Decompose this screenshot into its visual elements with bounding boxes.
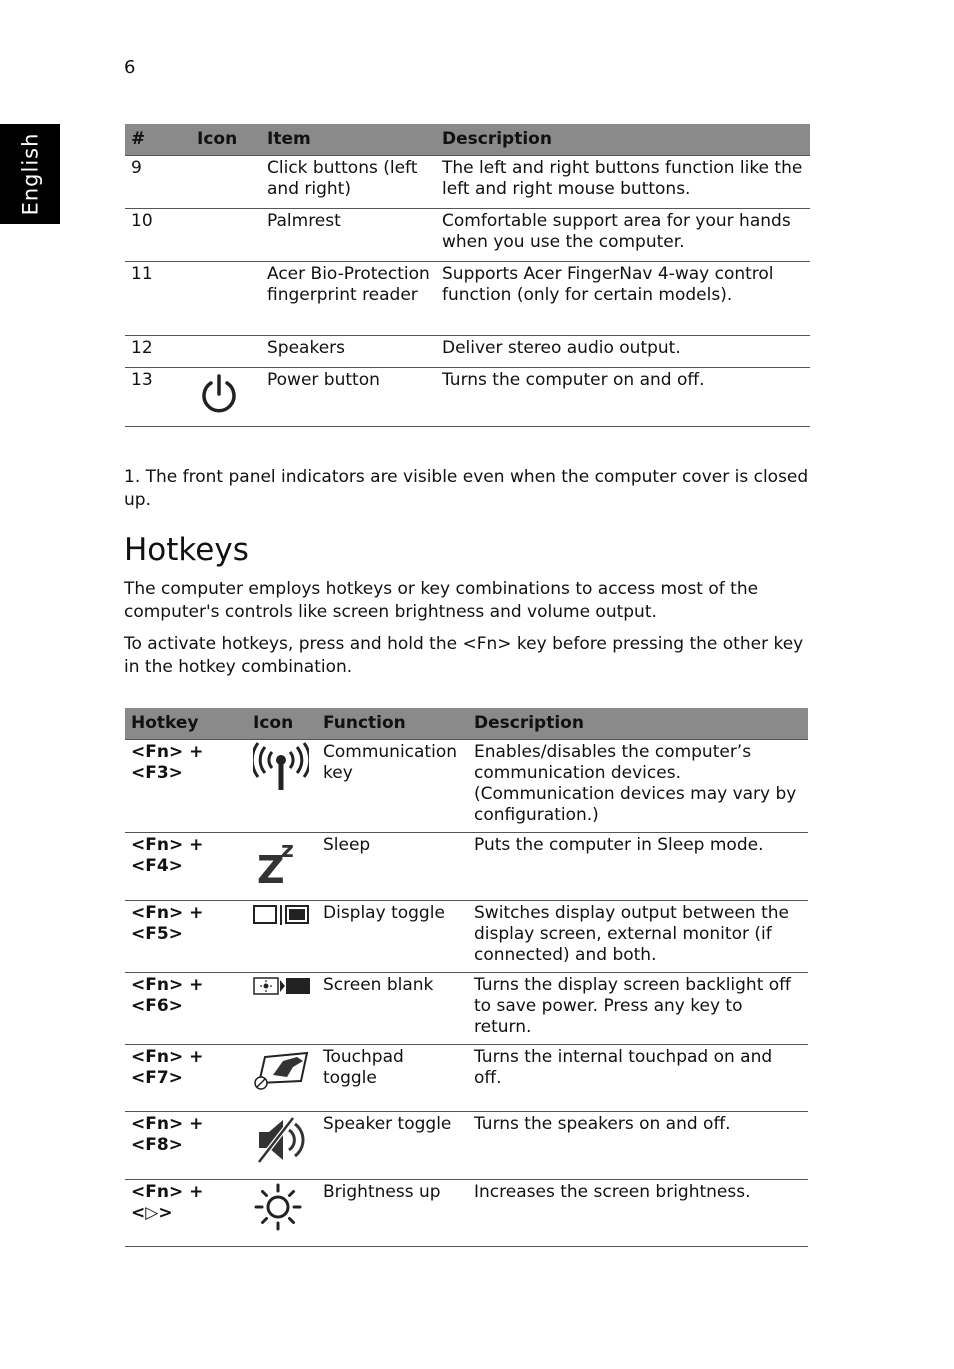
row-item: Speakers [261, 336, 436, 368]
col-header-icon: Icon [247, 708, 317, 740]
screen-blank-icon [253, 975, 311, 997]
table-row [125, 156, 810, 209]
row-icon [247, 833, 317, 901]
wireless-icon [253, 742, 309, 794]
row-description: Turns the internal touchpad on and off. [468, 1045, 808, 1112]
row-number: 10 [125, 209, 191, 262]
row-function: Speaker toggle [317, 1112, 468, 1180]
row-item: Click buttons (left and right) [261, 156, 436, 209]
row-item: Power button [261, 368, 436, 427]
row-description: Turns the speakers on and off. [468, 1112, 808, 1180]
row-icon [191, 262, 261, 336]
row-description: Comfortable support area for your hands when you use the computer. [436, 209, 810, 262]
row-description: Turns the computer on and off. [436, 368, 810, 427]
col-header-function: Function [317, 708, 468, 740]
table-row [125, 368, 810, 427]
table-row [125, 973, 808, 1045]
page-number: 6 [124, 57, 136, 78]
row-number: 11 [125, 262, 191, 336]
row-icon [247, 740, 317, 833]
col-header-number: # [125, 124, 191, 156]
row-function: Display toggle [317, 901, 468, 973]
language-tab-label: English [18, 132, 43, 216]
table-row [125, 1045, 808, 1112]
row-description: Switches display output between the display screen, external monitor (if connected) and both. [468, 901, 808, 973]
table-row [125, 1112, 808, 1180]
intro-paragraph: The computer employs hotkeys or key combinations to access most of the computer's controls like screen brightness and volume output. [124, 579, 759, 622]
row-description: Supports Acer FingerNav 4-way control function (only for certain models). [436, 262, 810, 336]
row-description: Puts the computer in Sleep mode. [468, 833, 808, 901]
row-hotkey: <Fn> + <▷> [125, 1180, 247, 1247]
row-function: Sleep [317, 833, 468, 901]
row-function: Touchpad toggle [317, 1045, 468, 1112]
row-hotkey: <Fn> + <F4> [125, 833, 247, 901]
speaker-mute-icon [253, 1114, 309, 1166]
row-number: 13 [125, 368, 191, 427]
row-item: Palmrest [261, 209, 436, 262]
row-icon [191, 209, 261, 262]
row-icon [247, 973, 317, 1045]
row-hotkey: <Fn> + <F5> [125, 901, 247, 973]
row-description: Turns the display screen backlight off to save power. Press any key to return. [468, 973, 808, 1045]
instruction-paragraph: To activate hotkeys, press and hold the <Fn> key before pressing the other key in the hotkey combination. [124, 634, 804, 677]
row-number: 9 [125, 156, 191, 209]
row-number: 12 [125, 336, 191, 368]
row-icon [191, 368, 261, 427]
hotkeys-table [125, 708, 808, 1247]
table-row [125, 833, 808, 901]
col-header-description: Description [468, 708, 808, 740]
row-hotkey: <Fn> + <F8> [125, 1112, 247, 1180]
row-description: Deliver stereo audio output. [436, 336, 810, 368]
power-icon [197, 370, 241, 418]
section-title: Hotkeys [124, 532, 249, 568]
row-function: Screen blank [317, 973, 468, 1045]
brightness-up-icon [253, 1182, 303, 1232]
row-description: Enables/disables the computer’s communication devices. (Communication devices may vary by configuration.) [468, 740, 808, 833]
col-header-icon: Icon [191, 124, 261, 156]
col-header-hotkey: Hotkey [125, 708, 247, 740]
table-header-row [125, 708, 808, 740]
row-icon [247, 1112, 317, 1180]
table-row [125, 1180, 808, 1247]
row-icon [191, 156, 261, 209]
display-toggle-icon [253, 903, 311, 927]
footnote: 1. The front panel indicators are visible even when the computer cover is closed up. [124, 467, 809, 510]
row-icon [247, 1180, 317, 1247]
row-hotkey: <Fn> + <F6> [125, 973, 247, 1045]
row-function: Communication key [317, 740, 468, 833]
row-hotkey: <Fn> + <F7> [125, 1045, 247, 1112]
row-icon [191, 336, 261, 368]
row-icon [247, 1045, 317, 1112]
touchpad-toggle-icon [253, 1047, 311, 1091]
table-row [125, 901, 808, 973]
table-row [125, 262, 810, 336]
components-table [125, 124, 810, 427]
sleep-icon [253, 835, 303, 887]
col-header-item: Item [261, 124, 436, 156]
table-row [125, 209, 810, 262]
svg-text:Z: Z [257, 848, 285, 887]
svg-text:z: z [281, 838, 294, 863]
row-hotkey: <Fn> + <F3> [125, 740, 247, 833]
row-description: The left and right buttons function like the left and right mouse buttons. [436, 156, 810, 209]
row-item: Acer Bio-Protection fingerprint reader [261, 262, 436, 336]
col-header-description: Description [436, 124, 810, 156]
table-row [125, 740, 808, 833]
table-row [125, 336, 810, 368]
table-header-row [125, 124, 810, 156]
language-tab [0, 124, 60, 224]
row-function: Brightness up [317, 1180, 468, 1247]
row-description: Increases the screen brightness. [468, 1180, 808, 1247]
row-icon [247, 901, 317, 973]
